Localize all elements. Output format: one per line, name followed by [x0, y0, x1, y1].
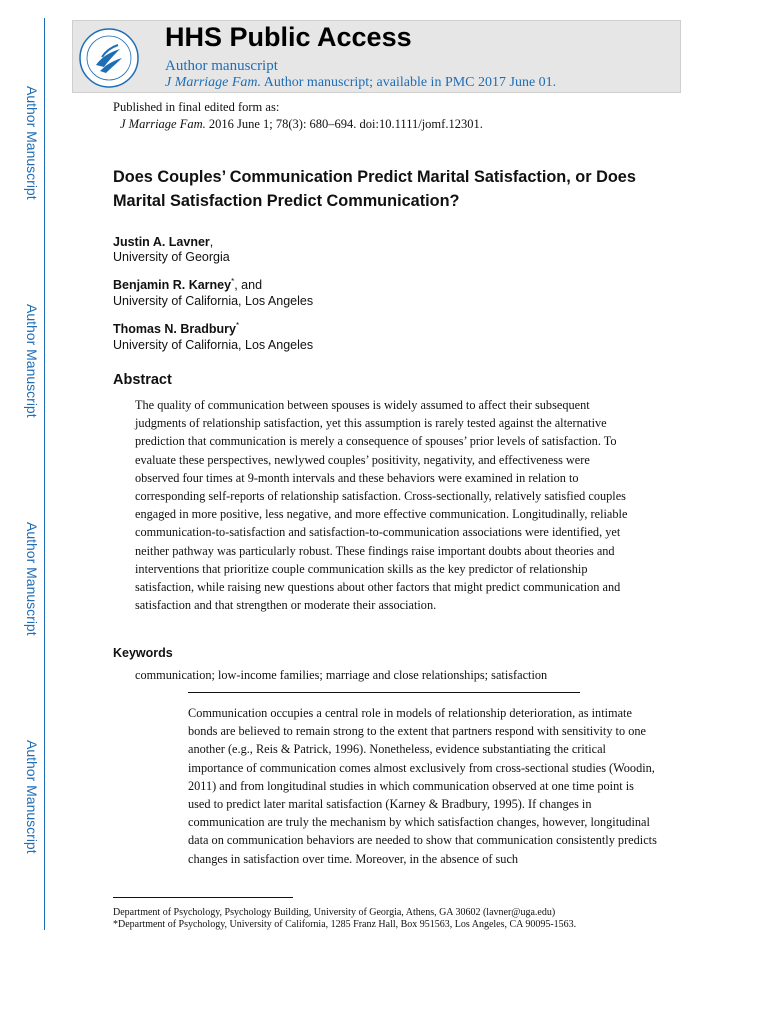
- author-name: [113, 321, 239, 336]
- sidebar-label-author-manuscript: Author Manuscript: [24, 304, 40, 418]
- author-name-text[interactable]: Benjamin R. Karney: [113, 278, 232, 293]
- citation-journal: J Marriage Fam.: [120, 117, 206, 131]
- author-mark: *: [235, 321, 240, 330]
- header-title: HHS Public Access: [165, 22, 412, 52]
- sidebar-label-author-manuscript: Author Manuscript: [24, 522, 40, 636]
- hhs-seal-icon: [78, 27, 140, 89]
- sidebar-rule: [44, 18, 45, 930]
- author-name: [113, 234, 213, 249]
- abstract-heading: Abstract: [113, 372, 172, 388]
- footnote-divider: [113, 897, 293, 898]
- author-suffix: , and: [234, 278, 263, 293]
- author-affiliation: University of California, Los Angeles: [113, 294, 314, 308]
- footnote: *Department of Psychology, University of California, 1285 Franz Hall, Box 951563, Los Angeles, CA 90095-1563.: [113, 919, 577, 930]
- published-label: Published in final edited form as:: [113, 100, 280, 114]
- section-divider: [188, 692, 580, 693]
- author-affiliation: University of Georgia: [113, 250, 230, 264]
- author-suffix: ,: [209, 235, 214, 250]
- article-title: Does Couples’ Communication Predict Marital Satisfaction, or Does Marital Satisfaction Predict Communication?: [113, 168, 636, 210]
- author-name-text[interactable]: Thomas N. Bradbury: [113, 322, 236, 337]
- citation-details[interactable]: 2016 June 1; 78(3): 680–694. doi:10.1111/jomf.12301.: [205, 117, 483, 131]
- header-journal-line: [165, 75, 556, 91]
- citation: [120, 117, 483, 132]
- body-paragraph: Communication occupies a central role in models of relationship deterioration, as intimate bonds are believed to remain strong to the extent that partners respond with sensitivity to one another (e.g., Reis & Patrick, 1996). Nonetheless, evidence substantiating the critical importance of communication comes almost exclusively from cross-sectional studies (Woodin, 2011) and from longitudinal studies in which communication observed at one time point is used to predict later marital satisfaction (Karney & Bradbury, 1995). If changes in communication are truly the mechanism by which satisfaction changes, however, longitudinal data on communication behaviors are needed to show that communication consistently predicts changes in satisfaction over time. Moreover, in the absence of such: [188, 706, 657, 866]
- keywords-heading: Keywords: [113, 646, 173, 660]
- abstract-text: The quality of communication between spouses is widely assumed to affect their subsequent judgments of relationship satisfaction, yet this assumption is rarely tested against the alternative prediction that communication is merely a consequence of spouses’ prior levels of satisfaction. To evaluate these perspectives, newlywed couples’ positivity, negativity, and effectiveness were observed four times at 9-month intervals and these behaviors were examined in relation to corresponding self-reports of relationship satisfaction. Cross-sectionally, relatively satisfied couples engaged in more positive, less negative, and more effective communication. Longitudinally, reliable communication-to-satisfaction and satisfaction-to-communication associations were identified, yet neither pathway was particularly robust. These findings raise important doubts about theories and interventions that prioritize couple communication skills as the key predictor of relationship satisfaction, while raising new questions about other factors that might predict communication and satisfaction and that strengthen or moderate their association.: [135, 398, 628, 613]
- author-affiliation: University of California, Los Angeles: [113, 338, 314, 352]
- footnote: Department of Psychology, Psychology Building, University of Georgia, Athens, GA 30602 (lavner@uga.edu): [113, 907, 556, 918]
- author-mark: *: [231, 277, 235, 286]
- sidebar-label-author-manuscript: Author Manuscript: [24, 740, 40, 854]
- header-journal-name[interactable]: J Marriage Fam.: [165, 75, 262, 90]
- header-availability: Author manuscript; available in PMC 2017 June 01.: [261, 75, 557, 90]
- sidebar-label-author-manuscript: Author Manuscript: [24, 86, 40, 200]
- header-subtitle: Author manuscript: [165, 58, 278, 74]
- author-name: [113, 277, 262, 292]
- keywords-text: communication; low-income families; marriage and close relationships; satisfaction: [135, 668, 548, 682]
- author-name-text[interactable]: Justin A. Lavner: [113, 235, 210, 250]
